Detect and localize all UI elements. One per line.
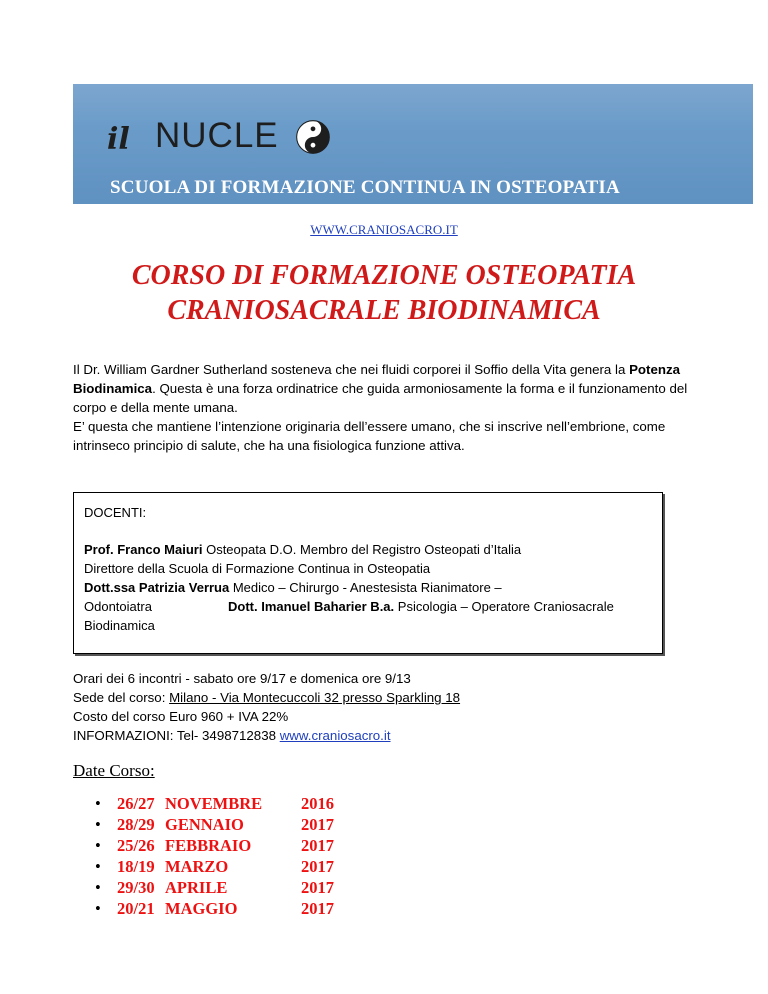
sede-value: Milano - Via Montecuccoli 32 presso Sparkling 18 bbox=[169, 690, 461, 705]
date-month: APRILE bbox=[165, 878, 228, 897]
bullet-icon: • bbox=[95, 878, 101, 897]
date-year: 2017 bbox=[301, 899, 334, 918]
docente-maiuri bbox=[84, 540, 652, 559]
date-month: NOVEMBRE bbox=[165, 794, 263, 813]
intro-paragraph-2: E’ questa che mantiene l’intenzione originaria dell’essere umano, che si inscrive nell’embrione, come intrinseco principio di salute, che ha una fisiologica funzione attiva. bbox=[73, 419, 666, 453]
docente-name: Dott. Imanuel Baharier B.a. bbox=[228, 599, 395, 614]
date-month: MARZO bbox=[165, 857, 229, 876]
brand-name: NUCLE bbox=[155, 116, 279, 155]
sede-label: Sede del corso: bbox=[73, 690, 170, 705]
bullet-icon: • bbox=[95, 899, 101, 918]
page-title bbox=[0, 258, 768, 328]
docente-name: Dott.ssa Patrizia Verrua bbox=[84, 580, 230, 595]
docente-maiuri-line2: Direttore della Scuola di Formazione Continua in Osteopatia bbox=[84, 561, 431, 576]
docente-verrua bbox=[84, 578, 652, 597]
title-line-1: CORSO DI FORMAZIONE OSTEOPATIA bbox=[131, 260, 637, 291]
website-link[interactable]: WWW.CRANIOSACRO.IT bbox=[310, 222, 458, 237]
intro-paragraph-1 bbox=[73, 360, 693, 417]
orari: Orari dei 6 incontri - sabato ore 9/17 e domenica ore 9/13 bbox=[73, 671, 411, 686]
course-info bbox=[73, 669, 460, 745]
banner-tagline: SCUOLA DI FORMAZIONE CONTINUA IN OSTEOPATIA bbox=[110, 177, 620, 198]
docente-role: Medico – Chirurgo - Anestesista Rianimatore – bbox=[229, 580, 502, 595]
bullet-icon: • bbox=[95, 836, 101, 855]
date-days: 28/29 bbox=[117, 815, 155, 834]
docenti-box bbox=[73, 492, 663, 654]
bullet-icon: • bbox=[95, 794, 101, 813]
date-month: FEBBRAIO bbox=[165, 836, 252, 855]
docente-baharier-line2: Biodinamica bbox=[84, 618, 155, 633]
date-days: 18/19 bbox=[117, 857, 155, 876]
date-days: 25/26 bbox=[117, 836, 155, 855]
intro-text bbox=[73, 360, 693, 455]
yin-yang-icon bbox=[296, 120, 330, 154]
date-year: 2017 bbox=[301, 815, 334, 834]
date-year: 2016 bbox=[301, 794, 334, 813]
bullet-icon: • bbox=[95, 815, 101, 834]
date-year: 2017 bbox=[301, 857, 334, 876]
date-days: 26/27 bbox=[117, 794, 155, 813]
info-link[interactable]: www.craniosacro.it bbox=[279, 728, 391, 743]
docente-name: Prof. Franco Maiuri bbox=[84, 542, 203, 557]
date-days: 29/30 bbox=[117, 878, 155, 897]
intro-bold: Potenza Biodinamica bbox=[73, 362, 681, 396]
date-year: 2017 bbox=[301, 836, 334, 855]
docente-row bbox=[84, 597, 652, 616]
title-line-2: CRANIOSACRALE BIODINAMICA bbox=[167, 295, 601, 326]
docente-role: Psicologia – Operatore Craniosacrale bbox=[394, 599, 614, 614]
header-banner bbox=[73, 84, 753, 204]
docente-role: Osteopata D.O. Membro del Registro Osteopati d’Italia bbox=[202, 542, 522, 557]
date-days: 20/21 bbox=[117, 899, 155, 918]
docente-baharier bbox=[228, 597, 614, 616]
informazioni bbox=[73, 726, 460, 745]
informazioni-label: INFORMAZIONI: Tel- 3498712838 bbox=[73, 728, 280, 743]
brand-il: il bbox=[107, 122, 130, 157]
intro-text-a: Il Dr. William Gardner Sutherland sosteneva che nei fluidi corporei il Soffio della Vita genera la bbox=[73, 362, 630, 377]
costo: Costo del corso Euro 960 + IVA 22% bbox=[73, 709, 289, 724]
date-year: 2017 bbox=[301, 878, 334, 897]
dates-heading: Date Corso: bbox=[73, 761, 155, 780]
docenti-heading: DOCENTI: bbox=[84, 505, 147, 520]
date-month: MAGGIO bbox=[165, 899, 238, 918]
sede bbox=[73, 688, 460, 707]
bullet-icon: • bbox=[95, 857, 101, 876]
docente-role: Odontoiatra bbox=[84, 599, 152, 614]
intro-text-b: . Questa è una forza ordinatrice che guida armoniosamente la forma e il funzionamento del corpo e della mente umana. bbox=[73, 381, 688, 415]
date-month: GENNAIO bbox=[165, 815, 244, 834]
